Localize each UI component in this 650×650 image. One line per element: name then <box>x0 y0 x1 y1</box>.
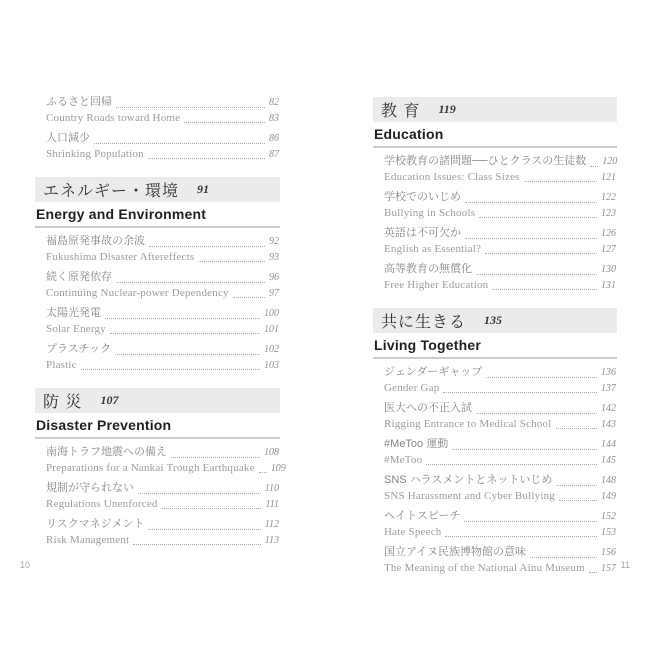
entry-title-japanese: 人口減少 <box>46 132 90 144</box>
section-header-bar <box>35 177 280 202</box>
entry-page-number: 136 <box>601 367 616 378</box>
entry-page-number: 126 <box>601 228 616 239</box>
toc-entry-row-japanese <box>384 401 616 417</box>
toc-entry <box>384 473 616 504</box>
dotted-leader <box>116 107 265 108</box>
entry-page-number: 123 <box>601 207 616 219</box>
toc-entry <box>46 517 279 548</box>
entry-title-japanese: 規制が守られない <box>46 482 134 494</box>
toc-entry-row-english <box>46 250 279 266</box>
dotted-leader <box>464 521 597 522</box>
toc-entry <box>384 226 616 257</box>
toc-section <box>35 95 280 162</box>
dotted-leader <box>590 166 598 167</box>
toc-entry-row-japanese <box>46 270 279 286</box>
toc-entry-row-japanese <box>46 306 279 322</box>
toc-entry <box>384 437 616 468</box>
entry-title-english: Shrinking Population <box>46 147 144 160</box>
entry-title-english: Preparations for a Nankai Trough Earthquake <box>46 461 255 474</box>
dotted-leader <box>530 557 597 558</box>
toc-entry-row-japanese <box>46 517 279 533</box>
toc-entry <box>384 545 616 576</box>
toc-entry-row-english <box>384 417 616 433</box>
toc-entry-row-japanese <box>384 509 616 525</box>
toc-entry-row-japanese <box>384 473 616 489</box>
toc-entry <box>46 445 286 476</box>
toc-entry-row-japanese <box>384 437 616 453</box>
toc-entry-row-english <box>46 497 279 513</box>
entry-page-number: 122 <box>601 192 616 203</box>
toc-entry-row-english <box>46 461 286 477</box>
section-start-page-number: 135 <box>484 313 503 327</box>
dotted-leader <box>452 449 597 450</box>
toc-entry-row-english <box>384 242 616 258</box>
entry-page-number: 120 <box>602 156 618 167</box>
entry-page-number: 110 <box>264 483 279 494</box>
entry-title-japanese: プラスチック <box>46 343 112 355</box>
folio-right-page-number: 11 <box>620 560 630 570</box>
entry-title-english: #MeToo <box>384 453 423 466</box>
dotted-leader <box>556 428 598 429</box>
section-start-page-number: 119 <box>438 102 456 116</box>
dotted-leader <box>149 246 265 247</box>
entry-title-english: Bullying in Schools <box>384 206 476 219</box>
entry-title-japanese: 学校でのいじめ <box>384 191 461 203</box>
entry-page-number: 83 <box>269 112 279 124</box>
dotted-leader <box>138 493 261 494</box>
entry-title-japanese: 太陽光発電 <box>46 307 101 319</box>
entry-title-english: Hate Speech <box>384 525 442 538</box>
toc-entry <box>384 190 616 221</box>
toc-entry-row-english <box>384 489 616 505</box>
entry-title-japanese: ジェンダーギャップ <box>384 366 483 378</box>
toc-entry-list <box>35 95 280 162</box>
entry-title-english: Plastic <box>46 358 77 371</box>
entry-page-number: 100 <box>264 308 279 319</box>
entry-title-english: Rigging Entrance to Medical School <box>384 417 552 430</box>
entry-page-number: 92 <box>269 236 279 247</box>
toc-entry-row-english <box>46 111 279 127</box>
dotted-leader <box>465 238 597 239</box>
entry-page-number: 112 <box>264 519 279 530</box>
entry-title-english: Education Issues: Class Sizes <box>384 170 520 183</box>
dotted-leader <box>476 274 597 275</box>
dotted-leader <box>524 181 597 182</box>
entry-title-japanese: 医大への不正入試 <box>384 402 472 414</box>
entry-page-number: 152 <box>601 511 616 522</box>
dotted-leader <box>81 369 260 370</box>
toc-entry-row-japanese <box>46 234 279 250</box>
section-title-japanese: 教 育 <box>381 103 421 120</box>
toc-entry-row-japanese <box>384 262 616 278</box>
dotted-leader <box>559 500 597 501</box>
toc-entry <box>46 95 279 126</box>
toc-entry-row-japanese <box>384 365 616 381</box>
entry-title-japanese: 南海トラフ地震への備え <box>46 446 167 458</box>
dotted-leader <box>184 122 265 123</box>
entry-title-japanese: 続く原発依存 <box>46 271 112 283</box>
section-subtitle-english: Disaster Prevention <box>35 413 280 439</box>
section-subtitle-english: Education <box>373 122 617 148</box>
toc-entry-row-japanese <box>384 154 616 170</box>
toc-entry-row-japanese <box>46 342 279 358</box>
entry-page-number: 144 <box>601 439 616 450</box>
section-title-japanese: 共に生きる <box>381 314 467 331</box>
entry-page-number: 101 <box>264 323 279 335</box>
entry-title-japanese: ふるさと回帰 <box>46 96 112 108</box>
toc-section <box>35 177 280 373</box>
toc-page-left <box>35 95 286 553</box>
entry-title-japanese: 福島原発事故の余波 <box>46 235 145 247</box>
entry-page-number: 157 <box>601 562 616 574</box>
entry-page-number: 82 <box>269 97 279 108</box>
toc-entry <box>46 306 279 337</box>
entry-title-english: SNS Harassment and Cyber Bullying <box>384 489 555 502</box>
entry-title-japanese: #MeToo 運動 <box>384 438 449 450</box>
entry-title-english: Solar Energy <box>46 322 106 335</box>
entry-title-english: Free Higher Education <box>384 278 489 291</box>
entry-title-japanese: ヘイトスピーチ <box>384 510 461 522</box>
dotted-leader <box>115 354 260 355</box>
toc-entry-list <box>35 234 280 373</box>
entry-page-number: 102 <box>264 344 279 355</box>
entry-page-number: 87 <box>269 148 279 160</box>
dotted-leader <box>492 289 597 290</box>
toc-entry-row-japanese <box>384 190 616 206</box>
toc-entry-row-japanese <box>46 95 279 111</box>
entry-title-japanese: リスクマネジメント <box>46 518 145 530</box>
entry-page-number: 111 <box>265 498 279 510</box>
entry-title-english: Risk Management <box>46 533 130 546</box>
toc-entry <box>46 234 279 265</box>
entry-title-english: Continuing Nuclear-power Dependency <box>46 286 229 299</box>
dotted-leader <box>589 572 597 573</box>
toc-entry-list <box>373 365 617 576</box>
toc-entry <box>46 481 279 512</box>
toc-entry-row-japanese <box>46 131 279 147</box>
dotted-leader <box>556 485 597 486</box>
section-header-bar <box>373 308 617 333</box>
entry-page-number: 148 <box>601 475 616 486</box>
entry-page-number: 156 <box>601 547 616 558</box>
section-subtitle-english: Living Together <box>373 333 617 359</box>
dotted-leader <box>171 457 260 458</box>
toc-entry-row-japanese <box>46 445 279 461</box>
entry-title-english: Regulations Unenforced <box>46 497 158 510</box>
dotted-leader <box>485 253 597 254</box>
section-start-page-number: 107 <box>100 393 119 407</box>
entry-page-number: 131 <box>601 279 616 291</box>
toc-entry <box>384 262 616 293</box>
entry-title-english: English as Essential? <box>384 242 482 255</box>
toc-section <box>35 388 286 548</box>
entry-title-japanese: 学校教育の諸問題──ひとクラスの生徒数 <box>384 155 587 167</box>
toc-entry-row-english <box>384 170 616 186</box>
entry-page-number: 96 <box>269 272 279 283</box>
section-title-japanese: 防 災 <box>43 394 83 411</box>
dotted-leader <box>486 377 597 378</box>
entry-title-japanese: SNS ハラスメントとネットいじめ <box>384 474 553 486</box>
entry-page-number: 153 <box>601 526 616 538</box>
toc-entry <box>384 509 616 540</box>
toc-entry <box>46 270 279 301</box>
section-subtitle-english: Energy and Environment <box>35 202 280 228</box>
dotted-leader <box>233 297 265 298</box>
entry-page-number: 108 <box>264 447 279 458</box>
toc-entry-row-english <box>384 278 616 294</box>
toc-entry-row-english <box>384 453 616 469</box>
dotted-leader <box>148 158 265 159</box>
dotted-leader <box>259 472 267 473</box>
entry-page-number: 86 <box>269 133 279 144</box>
entry-title-english: The Meaning of the National Ainu Museum <box>384 561 585 574</box>
dotted-leader <box>476 413 597 414</box>
dotted-leader <box>133 544 260 545</box>
dotted-leader <box>105 318 260 319</box>
toc-section <box>373 308 617 576</box>
toc-entry-row-english <box>384 561 616 577</box>
toc-entry-row-english <box>384 525 616 541</box>
toc-entry-list <box>35 445 286 548</box>
entry-page-number: 93 <box>269 251 279 263</box>
toc-entry-row-english <box>46 322 279 338</box>
entry-title-english: Country Roads toward Home <box>46 111 181 124</box>
toc-entry-row-english <box>46 286 279 302</box>
entry-page-number: 113 <box>264 534 279 546</box>
dotted-leader <box>148 529 260 530</box>
dotted-leader <box>479 217 597 218</box>
entry-title-japanese: 英語は不可欠か <box>384 227 461 239</box>
entry-page-number: 137 <box>601 382 616 394</box>
dotted-leader <box>443 392 597 393</box>
toc-entry <box>384 365 616 396</box>
dotted-leader <box>198 261 265 262</box>
entry-title-english: Gender Gap <box>384 381 440 394</box>
toc-entry-row-english <box>46 358 279 374</box>
toc-entry-list <box>373 154 617 293</box>
entry-title-english: Fukushima Disaster Aftereffects <box>46 250 195 263</box>
entry-page-number: 145 <box>601 454 616 466</box>
entry-page-number: 143 <box>601 418 616 430</box>
entry-page-number: 130 <box>601 264 616 275</box>
dotted-leader <box>465 202 597 203</box>
toc-entry <box>46 131 279 162</box>
entry-page-number: 97 <box>269 287 279 299</box>
entry-page-number: 142 <box>601 403 616 414</box>
entry-page-number: 109 <box>270 462 286 474</box>
toc-entry-row-english <box>46 533 279 549</box>
dotted-leader <box>116 282 265 283</box>
dotted-leader <box>445 536 597 537</box>
entry-page-number: 121 <box>601 171 616 183</box>
toc-entry-row-japanese <box>46 481 279 497</box>
toc-entry-row-english <box>384 381 616 397</box>
entry-title-japanese: 国立アイヌ民族博物館の意味 <box>384 546 527 558</box>
section-header-bar <box>35 388 280 413</box>
dotted-leader <box>162 508 262 509</box>
toc-entry-row-english <box>384 206 616 222</box>
toc-entry-row-english <box>46 147 279 163</box>
entry-page-number: 103 <box>264 359 279 371</box>
entry-page-number: 127 <box>601 243 616 255</box>
dotted-leader <box>94 143 265 144</box>
section-header-bar <box>373 97 617 122</box>
toc-entry <box>384 401 616 432</box>
folio-left-page-number: 10 <box>20 560 31 570</box>
toc-entry <box>384 154 616 185</box>
entry-title-japanese: 高等教育の無償化 <box>384 263 472 275</box>
toc-section <box>373 97 617 293</box>
section-start-page-number: 91 <box>197 182 210 196</box>
dotted-leader <box>426 464 597 465</box>
dotted-leader <box>110 333 260 334</box>
section-title-japanese: エネルギー・環境 <box>43 183 180 200</box>
toc-page-right <box>373 97 617 581</box>
entry-page-number: 149 <box>601 490 616 502</box>
toc-entry-row-japanese <box>384 226 616 242</box>
toc-entry <box>46 342 279 373</box>
toc-entry-row-japanese <box>384 545 616 561</box>
